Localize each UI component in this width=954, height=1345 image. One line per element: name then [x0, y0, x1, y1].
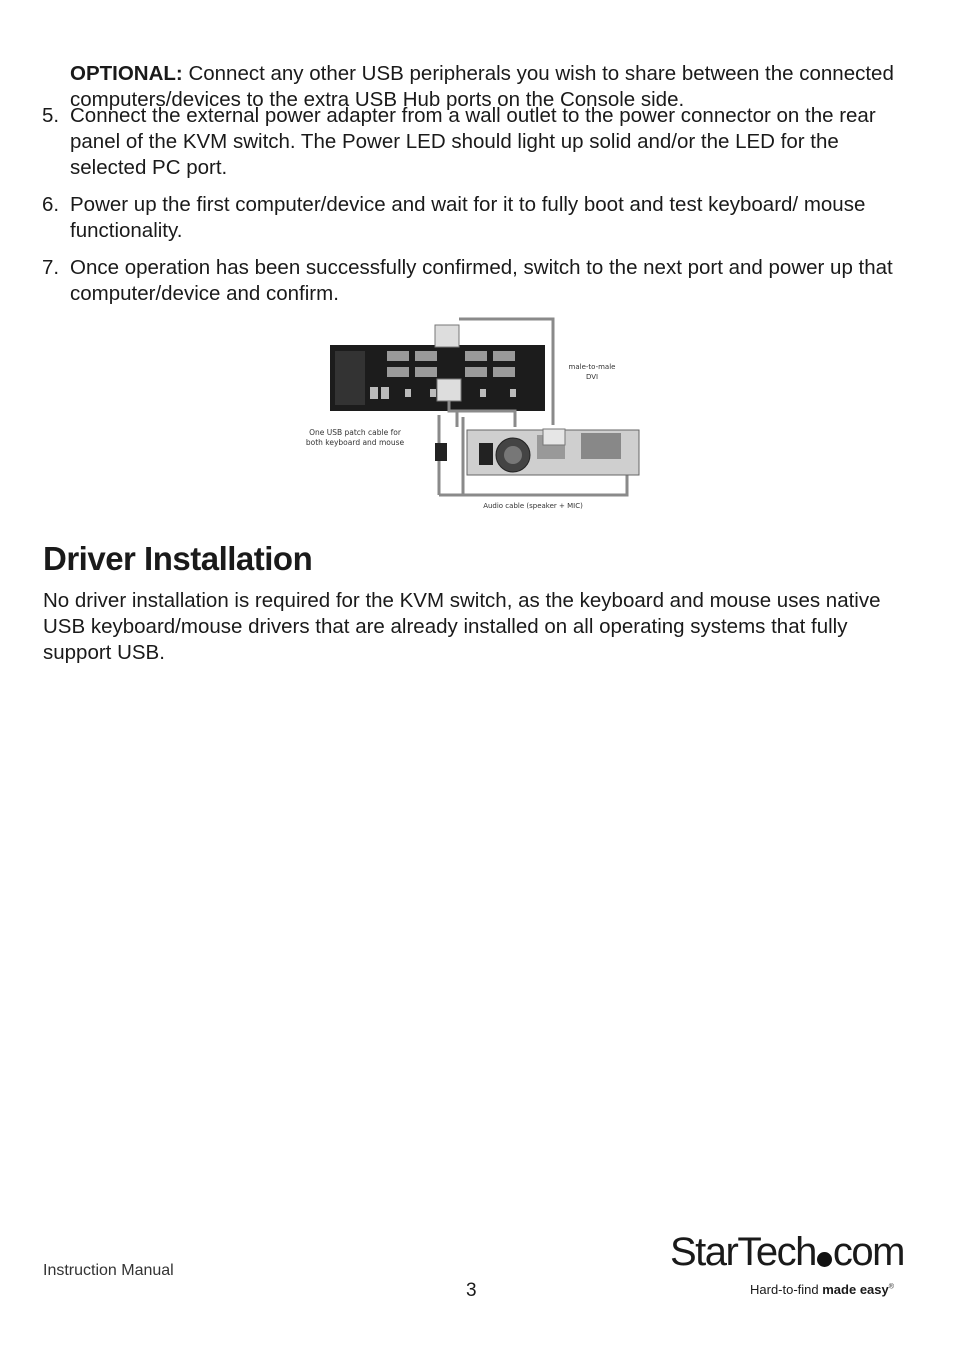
page-number: 3	[466, 1280, 477, 1301]
label-usb-line1: One USB patch cable for	[309, 428, 401, 437]
step-item	[42, 103, 912, 181]
tagline-bold: made easy	[822, 1282, 889, 1297]
label-dvi-line1: male-to-male	[568, 363, 616, 371]
brand-name: StarTech	[670, 1230, 816, 1274]
pc-power-socket	[479, 443, 493, 465]
label-dvi-line2: DVI	[585, 373, 599, 381]
step-text: Connect the external power adapter from a wall outlet to the power connector on the rear panel of the KVM switch. The Power LED should light up solid and/or the LED for the selected PC port.	[70, 104, 876, 179]
section-title: Driver Installation	[43, 540, 313, 577]
brand-tagline	[750, 1282, 894, 1297]
usb-patch-adapter	[435, 443, 447, 461]
kvm-diagram-svg	[305, 315, 645, 515]
section-body: No driver installation is required for the KVM switch, as the keyboard and mouse uses native USB keyboard/mouse drivers that are already installed on all operating systems that fully support USB.	[43, 589, 881, 664]
step-item	[42, 192, 912, 244]
audio-cable-path	[439, 475, 627, 495]
step-number: 7.	[42, 256, 60, 279]
tagline-plain: Hard-to-find	[750, 1282, 823, 1297]
step-number: 6.	[42, 193, 60, 216]
kvm-side-panel	[335, 351, 365, 405]
kvm-connection-diagram	[305, 315, 645, 515]
brand-suffix: com	[832, 1230, 904, 1274]
dvi-plug-top	[435, 325, 459, 347]
registered-mark: ®	[888, 1283, 894, 1291]
optional-label: OPTIONAL:	[70, 61, 183, 85]
step-number: 5.	[42, 104, 60, 127]
pc-expansion-slots	[581, 433, 621, 459]
startech-logo	[670, 1228, 920, 1297]
dvi-plug-pc	[543, 429, 565, 445]
instruction-steps	[42, 103, 912, 318]
label-audio: Audio cable (speaker + MIC)	[483, 502, 583, 510]
step-text: Power up the first computer/device and wait for it to fully boot and test keyboard/ mouse functionality.	[70, 193, 866, 242]
label-usb-line2: both keyboard and mouse	[305, 438, 405, 447]
step-item	[42, 255, 912, 307]
optional-text: Connect any other USB peripherals you wish to share between the connected computers/devices to the extra USB Hub ports on the Console side.	[70, 61, 894, 111]
footer-document-type: Instruction Manual	[43, 1262, 174, 1279]
brand-dot-icon	[817, 1252, 832, 1267]
step-text: Once operation has been successfully confirmed, switch to the next port and power up that computer/device and confirm.	[70, 256, 893, 305]
dvi-plug-middle	[437, 379, 461, 401]
brand-wordmark	[670, 1228, 920, 1276]
